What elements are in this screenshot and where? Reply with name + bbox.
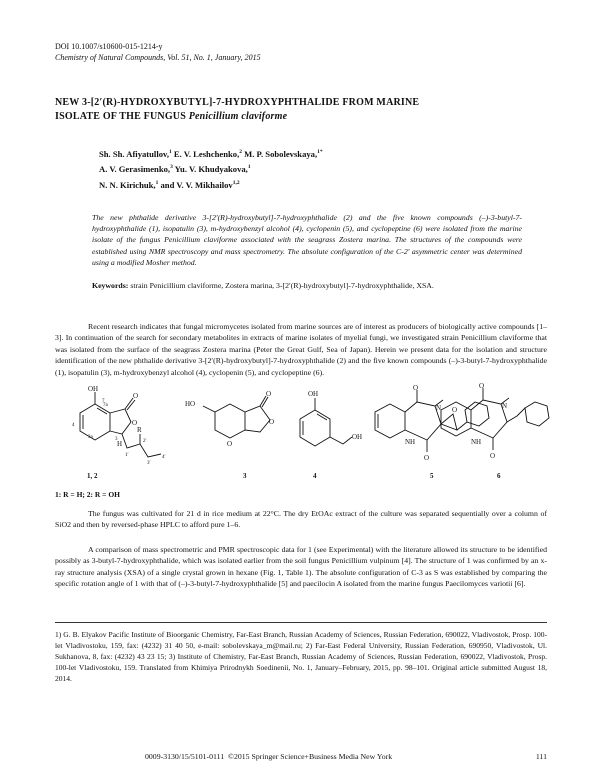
atom-o: O	[132, 419, 138, 427]
atom-ho: HO	[185, 400, 196, 408]
author-line-3	[99, 177, 519, 192]
author-name: and V. V. Mikhailov	[158, 179, 233, 190]
title-line-1: NEW 3-[2′(R)-HYDROXYBUTYL]-7-HYDROXYPHTHALIDE FROM MARINE	[55, 97, 420, 108]
atom-o: O	[266, 390, 272, 398]
affiliation-mark: 1*	[317, 149, 323, 155]
atom-o: O	[452, 406, 458, 414]
atom-o: O	[133, 392, 139, 400]
title-line-2-text: ISOLATE OF THE FUNGUS	[55, 111, 189, 122]
locant-3p: 3′	[147, 461, 151, 466]
structure-6	[441, 382, 549, 480]
locant-3a: 3a	[88, 435, 93, 440]
author-line-2	[99, 161, 519, 176]
atom-oh: OH	[308, 390, 319, 398]
journal-citation: Chemistry of Natural Compounds, Vol. 51, No. 1, January, 2015	[55, 53, 261, 62]
author-name: M. P. Sobolevskaya,	[241, 148, 318, 159]
title-line-2	[55, 110, 555, 124]
atom-oh: OH	[88, 385, 99, 393]
compound-label-6: 6	[497, 472, 501, 480]
article-title	[55, 96, 555, 124]
compound-label-5: 5	[430, 472, 434, 480]
page-number: 111	[535, 752, 547, 761]
keywords	[92, 280, 532, 291]
atom-o: O	[413, 384, 419, 392]
structure-5	[375, 384, 489, 480]
journal-header	[55, 41, 261, 63]
atom-o: O	[424, 454, 430, 462]
author-name: Sh. Sh. Afiyatullov,	[99, 148, 169, 159]
author-line-1	[99, 146, 519, 161]
keywords-label: Keywords:	[92, 281, 129, 290]
atom-n: N	[436, 404, 442, 412]
author-name: A. V. Gerasimenko,	[99, 164, 171, 175]
footnote-divider	[55, 622, 547, 623]
affiliation-mark: 2	[239, 149, 242, 155]
locant-2p: 2′	[143, 439, 147, 444]
atom-nh: NH	[405, 438, 416, 446]
atom-o: O	[269, 418, 275, 426]
structure-1-2	[72, 385, 166, 480]
copyright: ©2015 Springer Science+Business Media New York	[228, 752, 393, 761]
structure-3	[185, 390, 274, 480]
affiliation-mark: 3	[170, 164, 173, 171]
author-name: N. N. Kirichuk,	[99, 179, 156, 190]
atom-r: R	[137, 426, 142, 434]
intro-paragraph: Recent research indicates that fungal micromycetes isolated from marine sources are of interest as producers of biologically active compounds [1–3]. In continuation of the search for secondary metabolites in extracts of marine isolates of myelial fungi, we investigated strain Penicillium claviforme that was isolated from the surface of the seagrass Zostera marina (Peter the Great Gulf, Sea of Japan). Herein we present data for the isolation and structure identification of the new phthalide derivative 3-[2′(R)-hydroxybutyl]-7-hydroxyphthalide (2) and the five known compounds (–)-3-butyl-7-hydroxyphthalide (1), isopatulin (3), m-hydroxybenzyl alcohol (4), cyclopenin (5), and cyclopeptine (6).	[55, 322, 547, 377]
structure-4	[300, 390, 362, 480]
doi: DOI 10.1007/s10600-015-1214-y	[55, 42, 163, 51]
atom-nh: NH	[471, 438, 482, 446]
compound-label-1-2: 1, 2	[87, 472, 98, 480]
author-name: E. V. Leshchenko,	[171, 148, 240, 159]
body-paragraph-1: The fungus was cultivated for 21 d in rice medium at 22°C. The dry EtOAc extract of the culture was separated sequentially over a column of SiO2 and then by reversed-phase HPLC to afford pure 1–6.	[55, 509, 547, 530]
title-species: Penicillium claviforme	[188, 111, 288, 122]
affiliation-mark: 1	[168, 149, 172, 155]
atom-o: O	[490, 452, 496, 460]
atom-h: H	[117, 440, 123, 448]
affiliation-mark: 1	[155, 179, 159, 186]
author-list	[99, 146, 519, 192]
affiliation-mark: 1,2	[232, 179, 240, 186]
keywords-text: strain Penicillium claviforme, Zostera marina, 3-[2′(R)-hydroxybutyl]-7-hydroxyphthalide, XSA.	[128, 281, 434, 290]
locant-3: 3	[115, 437, 118, 442]
article-code	[145, 752, 392, 761]
chemical-structures-figure	[55, 382, 555, 502]
compound-label-3: 3	[243, 472, 247, 480]
issn-code: 0009-3130/15/5101-0111	[145, 752, 225, 761]
locant-7: 7	[102, 399, 105, 404]
atom-o: O	[227, 440, 233, 448]
atom-oh: OH	[352, 433, 363, 441]
author-name: Yu. V. Khudyakova,	[172, 164, 248, 175]
atom-n: N	[502, 402, 508, 410]
locant-7a: 7a	[103, 403, 108, 408]
locant-4p: 4′	[162, 455, 166, 460]
atom-o: O	[479, 382, 485, 390]
structure-legend: 1: R = H; 2: R = OH	[55, 490, 120, 499]
body-paragraph-2: A comparison of mass spectrometric and PMR spectroscopic data for 1 (see Experimental) with the literature allowed its structure to be identified possibly as 3-butyl-7-hydroxyphthalide, which was isolated earlier from the soil fungus Penicillium vulpinum [4]. The structure of 1 was confirmed by an x-ray structure analysis (XSA) of a single crystal grown in hexane (Fig. 1, Table 1). The absolute configuration of C-3 as S was established by comparing the specific rotation angle of 1 with that of (–)-3-butyl-7-hydroxyphthalide [5] and paecilocin A isolated from the marine fungus Paecilomyces variotii [6].	[55, 545, 547, 589]
affiliations-footnote: 1) G. B. Elyakov Pacific Institute of Bioorganic Chemistry, Far-East Branch, Russian Academy of Sciences, Russian Federation, 690022, Vladivostok, Prosp. 100-let Vladivostoku, 159, fax: (4232) 31 40 50, e-mail: sobolevskaya_m@mail.ru; 2) Far-East Federal University, Russian Federation, 690950, Vladivostok, Ul. Sukhanova, 8, fax: (4232) 43 23 15; 3) Institute of Chemistry, Far-East Branch, Russian Academy of Sciences, Russian Federation, 690022, Vladivostok, Prosp. 100-let Vladivostoku, 159. Translated from Khimiya Prirodnykh Soedinenii, No. 1, January–February, 2015, pp. 98–101. Original article submitted August 18, 2014.	[55, 630, 547, 683]
locant-1p: 1′	[125, 453, 129, 458]
locant-4: 4	[72, 423, 75, 428]
affiliation-mark: 1	[247, 164, 251, 171]
compound-label-4: 4	[313, 472, 317, 480]
abstract: The new phthalide derivative 3-[2′(R)-hydroxybutyl]-7-hydroxyphthalide (2) and the five known compounds (–)-3-butyl-7-hydroxyphthalide (1), isopatulin (3), m-hydroxybenzyl alcohol (4), cyclopenin (5), and cyclopeptine (6) were isolated from the marine isolate of the fungus Penicillium claviforme associated with the seagrass Zostera marina. The structures of the compounds were established using NMR spectroscopy and mass spectrometry. The absolute configuration of the C-2′ asymmetric center was determined using a modified Mosher method.	[92, 213, 522, 267]
